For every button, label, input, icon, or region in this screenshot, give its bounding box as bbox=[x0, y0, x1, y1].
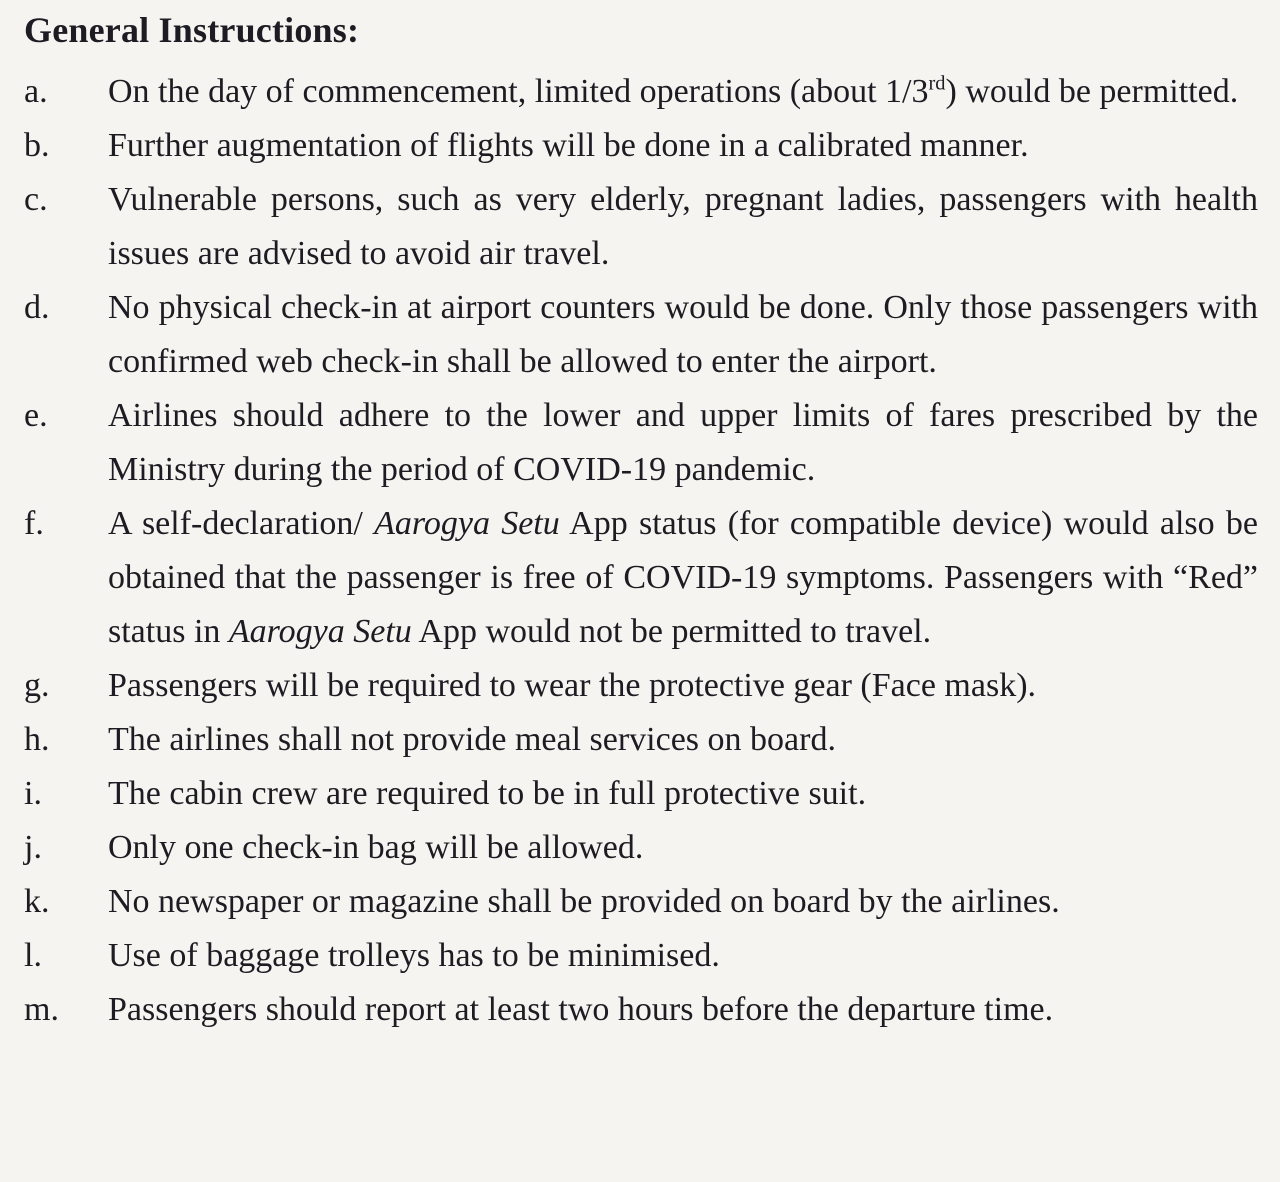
instruction-item-a bbox=[24, 65, 1258, 119]
item-text: Vulnerable persons, such as very elderly, pregnant ladies, passengers with health issues are advised to avoid air travel. bbox=[108, 181, 1258, 272]
instruction-item-i bbox=[24, 767, 1258, 821]
item-marker: a. bbox=[24, 73, 48, 110]
item-marker: j. bbox=[24, 829, 42, 866]
item-text: The cabin crew are required to be in full protective suit. bbox=[108, 775, 867, 812]
instruction-item-c bbox=[24, 173, 1258, 281]
document-heading: General Instructions: bbox=[24, 10, 360, 50]
item-marker: m. bbox=[24, 991, 59, 1028]
item-marker: k. bbox=[24, 883, 50, 920]
item-text: Airlines should adhere to the lower and upper limits of fares prescribed by the Ministry during the period of COVID-19 pandemic. bbox=[108, 397, 1258, 488]
instruction-list bbox=[24, 65, 1258, 1037]
instruction-item-g bbox=[24, 659, 1258, 713]
item-marker: c. bbox=[24, 181, 48, 218]
item-text: Only one check-in bag will be allowed. bbox=[108, 829, 644, 866]
item-text: Further augmentation of flights will be done in a calibrated manner. bbox=[108, 127, 1029, 164]
item-marker: d. bbox=[24, 289, 50, 326]
instruction-item-l bbox=[24, 929, 1258, 983]
item-text: On the day of commencement, limited operations (about 1/3rd) would be permitted. bbox=[108, 72, 1239, 110]
item-text: No newspaper or magazine shall be provided on board by the airlines. bbox=[108, 883, 1060, 920]
item-marker: l. bbox=[24, 937, 42, 974]
instruction-item-h bbox=[24, 713, 1258, 767]
item-text: The airlines shall not provide meal services on board. bbox=[108, 721, 836, 758]
item-text: Use of baggage trolleys has to be minimised. bbox=[108, 937, 720, 974]
item-marker: b. bbox=[24, 127, 50, 164]
item-marker: f. bbox=[24, 505, 44, 542]
instruction-item-k bbox=[24, 875, 1258, 929]
item-marker: g. bbox=[24, 667, 50, 704]
instruction-item-e bbox=[24, 389, 1258, 497]
item-text: A self-declaration/ Aarogya Setu App status (for compatible device) would also be obtained that the passenger is free of COVID-19 symptoms. Passengers with “Red” status in Aarogya Setu App would not be permitted to travel. bbox=[108, 505, 1258, 650]
item-text: Passengers should report at least two hours before the departure time. bbox=[108, 991, 1054, 1028]
instruction-item-m bbox=[24, 983, 1258, 1037]
instruction-item-j bbox=[24, 821, 1258, 875]
item-marker: h. bbox=[24, 721, 50, 758]
instruction-item-f bbox=[24, 497, 1258, 659]
item-text: No physical check-in at airport counters would be done. Only those passengers with confirmed web check-in shall be allowed to enter the airport. bbox=[108, 289, 1258, 380]
instruction-item-b bbox=[24, 119, 1258, 173]
instruction-item-d bbox=[24, 281, 1258, 389]
item-marker: e. bbox=[24, 397, 48, 434]
item-text: Passengers will be required to wear the protective gear (Face mask). bbox=[108, 667, 1037, 704]
item-marker: i. bbox=[24, 775, 42, 812]
